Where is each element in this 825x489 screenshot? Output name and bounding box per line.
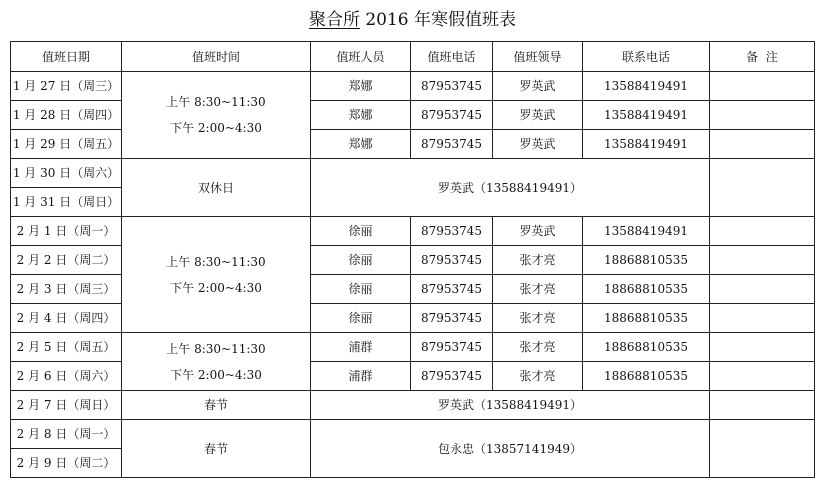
person-cell: 徐丽 <box>311 275 411 304</box>
person-cell: 浦群 <box>311 333 411 362</box>
contact-cell: 18868810535 <box>583 333 710 362</box>
time-pm: 下午 2:00~4:30 <box>170 121 262 135</box>
time-pm: 下午 2:00~4:30 <box>170 367 262 382</box>
time-pm: 下午 2:00~4:30 <box>170 280 262 295</box>
phone-cell: 87953745 <box>411 362 493 391</box>
page-title <box>0 9 825 31</box>
notes-cell <box>710 333 815 362</box>
date-cell: 1 月 30 日（周六） <box>11 159 122 188</box>
date-cell: 2 月 9 日（周二） <box>11 449 122 478</box>
leader-cell: 罗英武 <box>493 101 583 130</box>
leader-cell: 罗英武 <box>493 72 583 101</box>
phone-cell: 87953745 <box>411 217 493 246</box>
date-cell: 1 月 28 日（周四） <box>11 101 122 130</box>
notes-cell <box>710 246 815 275</box>
table-row <box>11 420 815 449</box>
phone-cell: 87953745 <box>411 304 493 333</box>
date-cell: 2 月 3 日（周三） <box>11 275 122 304</box>
table-row <box>11 333 815 362</box>
notes-cell <box>710 391 815 420</box>
person-cell: 浦群 <box>311 362 411 391</box>
title-rest: 2016 年寒假值班表 <box>365 10 517 30</box>
title-org: 聚合所 <box>308 10 360 30</box>
weekend-duty: 罗英武（13588419491） <box>311 159 710 217</box>
date-cell: 1 月 27 日（周三） <box>11 72 122 101</box>
notes-cell <box>710 217 815 246</box>
notes-cell <box>710 275 815 304</box>
holiday-duty: 罗英武（13588419491） <box>311 391 710 420</box>
person-cell: 徐丽 <box>311 246 411 275</box>
notes-cell <box>710 420 815 478</box>
header-contact: 联系电话 <box>583 42 710 72</box>
phone-cell: 87953745 <box>411 275 493 304</box>
time-cell <box>122 72 311 159</box>
header-leader: 值班领导 <box>493 42 583 72</box>
date-cell: 2 月 7 日（周日） <box>11 391 122 420</box>
holiday-label: 春节 <box>122 420 311 478</box>
header-date: 值班日期 <box>11 42 122 72</box>
time-am: 上午 8:30~11:30 <box>166 254 266 269</box>
date-cell: 2 月 8 日（周一） <box>11 420 122 449</box>
contact-cell: 18868810535 <box>583 246 710 275</box>
person-cell: 郑娜 <box>311 130 411 159</box>
leader-cell: 张才亮 <box>493 275 583 304</box>
contact-cell: 18868810535 <box>583 275 710 304</box>
notes-cell <box>710 130 815 159</box>
header-row <box>11 42 815 72</box>
date-cell: 1 月 31 日（周日） <box>11 188 122 217</box>
date-cell: 2 月 6 日（周六） <box>11 362 122 391</box>
contact-cell: 13588419491 <box>583 72 710 101</box>
notes-cell <box>710 159 815 217</box>
notes-cell <box>710 101 815 130</box>
contact-cell: 13588419491 <box>583 101 710 130</box>
leader-cell: 张才亮 <box>493 246 583 275</box>
notes-cell <box>710 72 815 101</box>
phone-cell: 87953745 <box>411 101 493 130</box>
phone-cell: 87953745 <box>411 333 493 362</box>
person-cell: 郑娜 <box>311 101 411 130</box>
person-cell: 郑娜 <box>311 72 411 101</box>
table-row <box>11 72 815 101</box>
person-cell: 徐丽 <box>311 217 411 246</box>
table-row <box>11 217 815 246</box>
contact-cell: 18868810535 <box>583 362 710 391</box>
holiday-label: 春节 <box>122 391 311 420</box>
leader-cell: 张才亮 <box>493 333 583 362</box>
duty-roster-table <box>10 41 815 478</box>
leader-cell: 罗英武 <box>493 217 583 246</box>
holiday-duty: 包永忠（13857141949） <box>311 420 710 478</box>
notes-cell <box>710 304 815 333</box>
date-cell: 2 月 1 日（周一） <box>11 217 122 246</box>
time-am: 上午 8:30~11:30 <box>166 95 266 109</box>
date-cell: 1 月 29 日（周五） <box>11 130 122 159</box>
date-cell: 2 月 5 日（周五） <box>11 333 122 362</box>
phone-cell: 87953745 <box>411 246 493 275</box>
table-row <box>11 391 815 420</box>
time-cell <box>122 217 311 333</box>
notes-cell <box>710 362 815 391</box>
header-notes: 备 注 <box>710 42 815 72</box>
leader-cell: 张才亮 <box>493 304 583 333</box>
date-cell: 2 月 2 日（周二） <box>11 246 122 275</box>
table-row <box>11 159 815 188</box>
header-person: 值班人员 <box>311 42 411 72</box>
time-cell <box>122 333 311 391</box>
weekend-label: 双休日 <box>122 159 311 217</box>
leader-cell: 张才亮 <box>493 362 583 391</box>
contact-cell: 18868810535 <box>583 304 710 333</box>
header-time: 值班时间 <box>122 42 311 72</box>
time-am: 上午 8:30~11:30 <box>166 341 266 356</box>
header-phone: 值班电话 <box>411 42 493 72</box>
date-cell: 2 月 4 日（周四） <box>11 304 122 333</box>
contact-cell: 13588419491 <box>583 130 710 159</box>
phone-cell: 87953745 <box>411 130 493 159</box>
contact-cell: 13588419491 <box>583 217 710 246</box>
leader-cell: 罗英武 <box>493 130 583 159</box>
phone-cell: 87953745 <box>411 72 493 101</box>
person-cell: 徐丽 <box>311 304 411 333</box>
